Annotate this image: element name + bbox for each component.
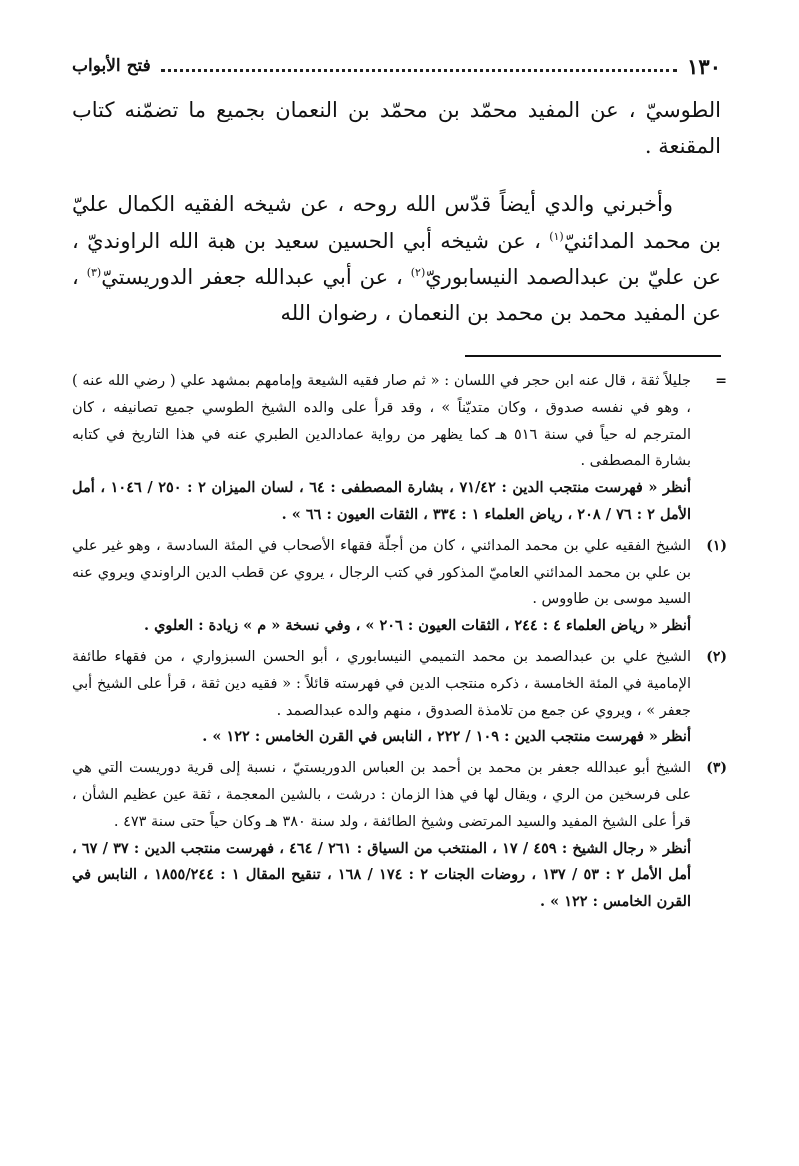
paragraph-2-part-a: وأخبرني والدي أيضاً قدّس الله روحه ، عن شيخه الفقيه الكمال عليّ بن محمد المدائنيّ — [72, 192, 721, 253]
page-header — [72, 46, 721, 86]
footnote-3 — [72, 755, 727, 916]
footnote-text: الشيخ علي بن عبدالصمد بن محمد التميمي النيسابوري ، أبو الحسن السبزواري ، من فقهاء طائفة الإمامية في المئة الخامسة ، ذكره منتجب الدين في فهرسته قائلاً : « فقيه دين ثقة ، قرأ على الشيخ أبي جعفر » ، ويروي عن جمع من تلامذة الصدوق ، منهم والده عبدالصمد . — [72, 648, 691, 719]
footnote-continued — [72, 368, 727, 529]
footnote-1 — [72, 533, 727, 640]
footnote-ref-3: (٣) — [86, 265, 102, 279]
footnote-continuation-marker: = — [715, 373, 727, 389]
dotted-leader — [161, 69, 677, 72]
footnote-references: أنظر « رياض العلماء ٤ : ٢٤٤ ، الثقات العيون : ٢٠٦ » ، وفي نسخة « م » زيادة : العلوي . — [143, 617, 691, 635]
paragraph-2-part-d: ، عن المفيد محمد بن محمد بن النعمان ، رضوان الله — [72, 264, 721, 326]
footnote-text: الشيخ الفقيه علي بن محمد المدائني ، كان من أجلّة فقهاء الأصحاب في المئة السادسة ، وهو غير علي بن علي بن محمد المدائني العاميّ المذكور في كتب الرجال ، يروي عن قطب الدين الراوندي ويروي عنه السيد موسى بن طاووس . — [72, 537, 691, 608]
running-title: فتح الأبواب — [72, 56, 151, 76]
footnote-separator — [465, 355, 721, 357]
paragraph-2-part-b: ، عن شيخه أبي الحسين سعيد بن هبة الله الراونديّ ، عن عليّ بن عبدالصمد النيسابوريّ — [72, 228, 721, 289]
footnotes — [72, 368, 727, 920]
footnote-references: أنظر « رجال الشيخ : ٤٥٩ / ١٧ ، المنتخب من السياق : ٢٦١ / ٤٦٤ ، فهرست منتجب الدين : ٣٧ / ٦٧ ، أمل الأمل ٢ : ٥٣ / ١٣٧ ، روضات الجنات ٢ : ١٧٤ / ١٦٨ ، تنقيح المقال ١ : ١٨٥٥/٢٤٤ ، النابس في القرن الخامس : ١٢٢ » . — [72, 839, 692, 911]
footnote-number: (٣) — [706, 760, 727, 777]
footnote-ref-1: (١) — [549, 229, 564, 243]
footnote-ref-2: (٢) — [410, 265, 426, 279]
footnote-number: (١) — [706, 537, 727, 554]
footnote-text: جليلاً ثقة ، قال عنه ابن حجر في اللسان : « ثم صار فقيه الشيعة وإمامهم بمشهد علي ( رضي الله عنه ) ، وهو في نفسه صدوق ، وكان متديّناً » ، وقد قرأ على والده الشيخ الطوسي جميع تصانيفه ، كان المترجم له حياً في سنة ٥١٦ هـ كما يظهر من رواية عمادالدين الطبري عنه في هذا التاريخ في كتابه بشارة المصطفى . — [72, 373, 691, 470]
paragraph-2 — [72, 186, 721, 331]
footnote-2 — [72, 644, 727, 751]
footnote-references: أنظر « فهرست منتجب الدين : ١٠٩ / ٢٢٢ ، النابس في القرن الخامس : ١٢٢ » . — [202, 728, 691, 746]
footnote-number: (٢) — [706, 648, 727, 665]
footnote-references: أنظر « فهرست منتجب الدين : ٧١/٤٢ ، بشارة المصطفى : ٦٤ ، لسان الميزان ٢ : ٢٥٠ / ١٠٤٦ ، أمل الأمل ٢ : ٧٦ / ٢٠٨ ، رياض العلماء ١ : ٣٣٤ ، الثقات العيون : ٦٦ » . — [72, 479, 691, 523]
paragraph-2-part-c: ، عن أبي عبدالله جعفر الدوريستيّ — [101, 264, 411, 289]
main-text — [72, 92, 721, 331]
footnote-text: الشيخ أبو عبدالله جعفر بن محمد بن أحمد بن العباس الدوريستيّ ، نسبة إلى قرية دوريست التي هي على فرسخين من الري ، ويقال لها في هذا الزمان : درشت ، بالشين المعجمة ، ثقة عين عظيم الشأن ، قرأ على الشيخ المفيد والسيد المرتضى وشيخ الطائفة ، ولد سنة ٣٨٠ هـ وكان حياً حتى سنة ٤٧٣ . — [72, 760, 691, 830]
page-number: ١٣٠ — [687, 53, 721, 79]
paragraph-1: الطوسيّ ، عن المفيد محمّد بن محمّد بن النعمان بجميع ما تضمّنه كتاب المقنعة . — [72, 98, 721, 159]
